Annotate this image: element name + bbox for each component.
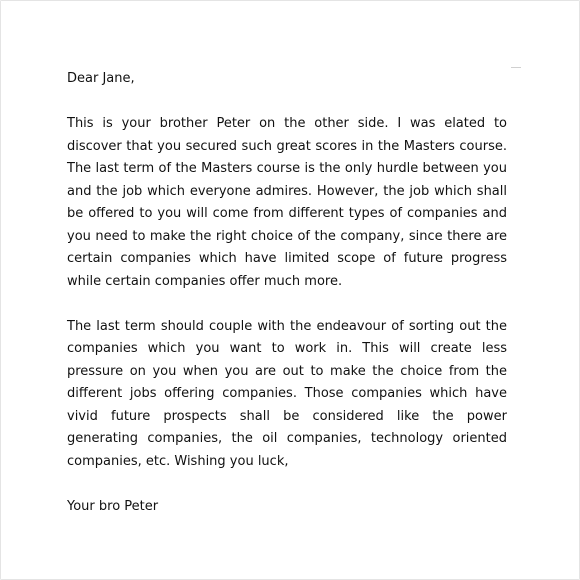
letter-body	[67, 68, 507, 518]
letter-salutation: Dear Jane,	[67, 71, 135, 86]
letter-page	[1, 1, 579, 579]
letter-paragraph-2: The last term should couple with the endeavour of sorting out the companies which you want to work in. This will create less pressure on you when you are out to make the choice from the different jobs offering companies. Those companies which have vivid future prospects shall be considered like the power generating companies, the oil companies, technology oriented companies, etc. Wishing you luck,	[67, 318, 507, 469]
letter-paragraph-1: This is your brother Peter on the other side. I was elated to discover that you secured such great scores in the Masters course. The last term of the Masters course is the only hurdle between you and the job which everyone admires. However, the job which shall be offered to you will come from different types of companies and you need to make the right choice of the company, since there are certain companies which have limited scope of future progress while certain companies offer much more.	[67, 116, 507, 289]
page-corner-rule	[511, 67, 521, 68]
letter-closing: Your bro Peter	[67, 498, 159, 514]
